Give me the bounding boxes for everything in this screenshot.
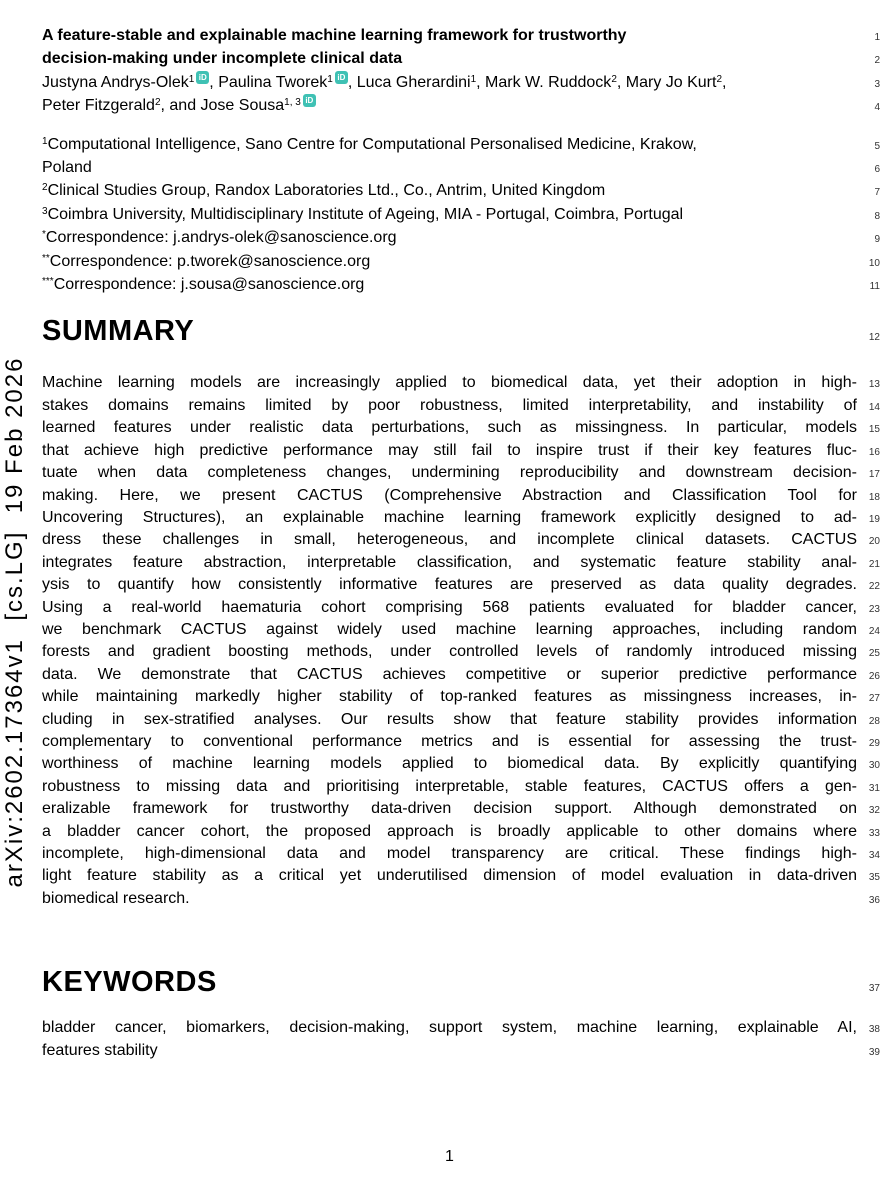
document-line xyxy=(42,226,887,249)
document-line xyxy=(42,179,887,202)
superscript-marker: 1 xyxy=(42,135,48,147)
keywords-text-line: bladder cancer, biomarkers, decision-making, support system, machine learning, explainable AI, xyxy=(42,1019,857,1037)
line-number: 30 xyxy=(868,760,880,772)
line-number: 10 xyxy=(868,257,880,269)
document-line xyxy=(42,552,887,574)
document-line xyxy=(42,821,887,843)
line-number: 20 xyxy=(868,536,880,548)
document-line xyxy=(42,94,887,117)
orcid-icon[interactable] xyxy=(335,71,348,84)
superscript-marker: ** xyxy=(42,252,50,264)
line-number: 34 xyxy=(868,850,880,861)
line-number: 28 xyxy=(868,715,880,727)
orcid-icon[interactable] xyxy=(196,71,209,84)
line-number: 39 xyxy=(868,1046,880,1058)
superscript-marker: 1 xyxy=(470,73,477,85)
line-number: 17 xyxy=(868,469,880,481)
orcid-icon-label: iD xyxy=(198,72,207,82)
superscript-marker: *** xyxy=(42,276,54,288)
document-line xyxy=(42,1040,887,1062)
document-line xyxy=(42,273,887,296)
line-number: 33 xyxy=(868,827,880,839)
document-line xyxy=(42,798,887,820)
line-number: 13 xyxy=(868,379,880,391)
section-gap xyxy=(42,296,887,314)
summary-text-line: making. Here, we present CACTUS (Comprehensive Abstraction and Classification Tool for xyxy=(42,486,857,504)
line-number: 15 xyxy=(868,424,880,436)
superscript-marker: 3 xyxy=(42,205,48,217)
line-number: 21 xyxy=(868,558,880,570)
line-number: 4 xyxy=(874,102,880,114)
document-line xyxy=(42,203,887,226)
text-run: Correspondence: j.andrys-olek@sanoscience.org xyxy=(45,229,397,247)
line-number: 37 xyxy=(868,983,880,995)
document-line xyxy=(42,641,887,663)
document-line xyxy=(42,417,887,439)
summary-text-line: we benchmark CACTUS against widely used machine learning approaches, including random xyxy=(42,620,857,638)
document-line xyxy=(42,888,887,910)
text-run: , Luca Gherardini xyxy=(347,73,471,91)
summary-text-line: light feature stability as a critical yet underutilised dimension of model evaluation in data-driven xyxy=(42,867,857,885)
document-line xyxy=(42,597,887,619)
text-run: , Mary Jo Kurt xyxy=(616,73,717,91)
summary-text-line: robustness to missing data and prioritising interpretable, stable features, CACTUS offers a gen- xyxy=(42,777,857,795)
line-number: 27 xyxy=(868,693,880,705)
summary-text-line: Machine learning models are increasingly applied to biomedical data, yet their adoption in high- xyxy=(42,374,857,392)
summary-text-line: eralizable framework for trustworthy data-driven decision support. Although demonstrated on xyxy=(42,800,857,818)
document-line xyxy=(42,529,887,551)
line-number: 24 xyxy=(868,625,880,637)
document-line xyxy=(42,133,887,156)
line-number: 35 xyxy=(868,872,880,884)
author-line xyxy=(42,94,857,117)
summary-text-line: stakes domains remains limited by poor robustness, limited interpretability, and instability of xyxy=(42,396,857,414)
document-body xyxy=(42,24,887,1062)
summary-text-line: Uncovering Structures), an explainable machine learning framework explicitly designed to ad- xyxy=(42,508,857,526)
line-number: 8 xyxy=(874,210,880,222)
text-run: Clinical Studies Group, Randox Laboratories Ltd., Co., Antrim, United Kingdom xyxy=(47,182,606,200)
line-number: 22 xyxy=(868,581,880,593)
document-line xyxy=(42,619,887,641)
summary-text-line: biomedical research. xyxy=(42,889,190,907)
document-line xyxy=(42,664,887,686)
document-line xyxy=(42,462,887,484)
line-number: 23 xyxy=(868,603,880,615)
text-run: , and Jose Sousa xyxy=(160,97,285,115)
text-run: Peter Fitzgerald xyxy=(42,97,155,115)
document-line xyxy=(42,574,887,596)
line-number: 26 xyxy=(868,670,880,682)
line-number: 1 xyxy=(874,32,880,43)
line-number: 3 xyxy=(874,78,880,90)
summary-text-line: data. We demonstrate that CACTUS achieves competitive or superior predictive performance xyxy=(42,665,857,683)
paper-title-line: decision-making under incomplete clinical data xyxy=(42,50,403,68)
superscript-marker: 1 xyxy=(188,73,195,85)
summary-text-line: that achieve high predictive performance may still fail to inspire trust if their key features fluc- xyxy=(42,441,857,459)
summary-text-line: integrates feature abstraction, interpretable classification, and systematic feature stability anal- xyxy=(42,553,857,571)
document-line xyxy=(42,372,887,394)
line-number: 9 xyxy=(874,234,880,246)
line-number: 12 xyxy=(868,332,880,344)
superscript-marker: 2 xyxy=(154,97,161,109)
document-line xyxy=(42,507,887,529)
line-number: 14 xyxy=(868,401,880,413)
summary-text-line: tuate when data completeness changes, undermining reproducibility and downstream decision- xyxy=(42,464,857,482)
keywords-heading: KEYWORDS xyxy=(42,966,217,999)
document-line xyxy=(42,395,887,417)
summary-text-line: incomplete, high-dimensional data and model transparency are critical. These findings high- xyxy=(42,845,857,862)
text-run: Coimbra University, Multidisciplinary Institute of Ageing, MIA - Portugal, Coimbra, Portugal xyxy=(47,205,684,223)
orcid-icon[interactable] xyxy=(303,94,316,107)
line-number: 11 xyxy=(869,281,880,293)
superscript-marker: 2 xyxy=(611,73,617,85)
text-run: Correspondence: j.sousa@sanoscience.org xyxy=(53,276,365,294)
superscript-marker: 2 xyxy=(42,182,48,194)
line-number: 25 xyxy=(868,648,880,660)
document-line xyxy=(42,776,887,798)
document-line xyxy=(42,753,887,775)
line-number: 36 xyxy=(868,894,880,906)
affiliation-line xyxy=(42,273,857,296)
keywords-text-line: features stability xyxy=(42,1041,158,1059)
page-number: 1 xyxy=(445,1148,454,1165)
superscript-marker: * xyxy=(42,229,46,241)
line-number: 18 xyxy=(868,491,880,503)
affiliation-line xyxy=(42,203,857,226)
summary-text-line: while maintaining markedly higher stability of top-ranked features as missingness increases, in- xyxy=(42,688,857,706)
text-run: , xyxy=(722,73,727,91)
document-line xyxy=(42,731,887,753)
document-line xyxy=(42,314,887,348)
summary-text-line: learned features under realistic data perturbations, such as missingness. In particular, models xyxy=(42,419,857,437)
document-line xyxy=(42,485,887,507)
document-line xyxy=(42,1017,887,1039)
summary-text-line: a bladder cancer cohort, the proposed approach is broadly applicable to other domains where xyxy=(42,822,857,840)
section-gap xyxy=(42,910,887,965)
text-run: Correspondence: p.tworek@sanoscience.org xyxy=(49,252,371,270)
line-number: 19 xyxy=(868,513,880,525)
summary-text-line: worthiness of machine learning models applied to biomedical data. By explicitly quantifying xyxy=(42,755,857,773)
line-number: 2 xyxy=(874,55,880,67)
line-number: 31 xyxy=(868,782,880,794)
line-number: 38 xyxy=(868,1024,880,1036)
line-number: 32 xyxy=(868,805,880,817)
paper-title-line: A feature-stable and explainable machine learning framework for trustworthy xyxy=(42,27,627,44)
document-line xyxy=(42,47,887,70)
summary-text-line: cluding in sex-stratified analyses. Our results show that feature stability provides information xyxy=(42,710,857,728)
document-line xyxy=(42,71,887,94)
document-line xyxy=(42,250,887,273)
superscript-marker: 2 xyxy=(716,73,723,85)
summary-text-line: forests and gradient boosting methods, under controlled levels of randomly introduced missing xyxy=(42,643,857,661)
section-gap xyxy=(42,348,887,372)
orcid-icon-label: iD xyxy=(305,96,314,106)
text-run: Poland xyxy=(42,159,92,177)
superscript-marker: 1, 3 xyxy=(284,97,301,109)
author-line xyxy=(42,71,857,94)
document-line xyxy=(42,156,887,179)
affiliation-line xyxy=(42,250,857,273)
document-line xyxy=(42,865,887,887)
document-line xyxy=(42,709,887,731)
text-run: Computational Intelligence, Sano Centre for Computational Personalised Medicine, Krakow, xyxy=(47,135,697,153)
summary-text-line: Using a real-world haematuria cohort comprising 568 patients evaluated for bladder cancer, xyxy=(42,598,857,616)
affiliation-line xyxy=(42,133,857,156)
text-run: Justyna Andrys-Olek xyxy=(42,73,189,91)
summary-heading: SUMMARY xyxy=(42,315,195,348)
document-line xyxy=(42,965,887,999)
section-gap xyxy=(42,999,887,1017)
line-number: 16 xyxy=(868,446,880,458)
line-number: 5 xyxy=(874,140,880,152)
orcid-icon-label: iD xyxy=(337,72,346,82)
affiliation-line xyxy=(42,156,857,179)
line-number: 29 xyxy=(868,737,880,749)
section-gap xyxy=(42,118,887,133)
arxiv-watermark: arXiv:2602.17364v1 [cs.LG] 19 Feb 2026 xyxy=(1,356,28,888)
text-run: , Paulina Tworek xyxy=(209,73,328,91)
document-line xyxy=(42,440,887,462)
affiliation-line xyxy=(42,226,857,249)
line-number: 7 xyxy=(874,187,880,199)
superscript-marker: 1 xyxy=(327,73,333,85)
line-number: 6 xyxy=(874,164,880,176)
document-line xyxy=(42,686,887,708)
text-run: , Mark W. Ruddock xyxy=(476,73,612,91)
document-line xyxy=(42,843,887,865)
summary-text-line: dress these challenges in small, heterogeneous, and incomplete clinical datasets. CACTUS xyxy=(42,531,857,549)
affiliation-line xyxy=(42,179,857,202)
summary-text-line: ysis to quantify how consistently informative features are preserved as data quality degrades. xyxy=(42,576,857,594)
summary-text-line: complementary to conventional performance metrics and is essential for assessing the trust- xyxy=(42,732,857,750)
document-line xyxy=(42,24,887,47)
